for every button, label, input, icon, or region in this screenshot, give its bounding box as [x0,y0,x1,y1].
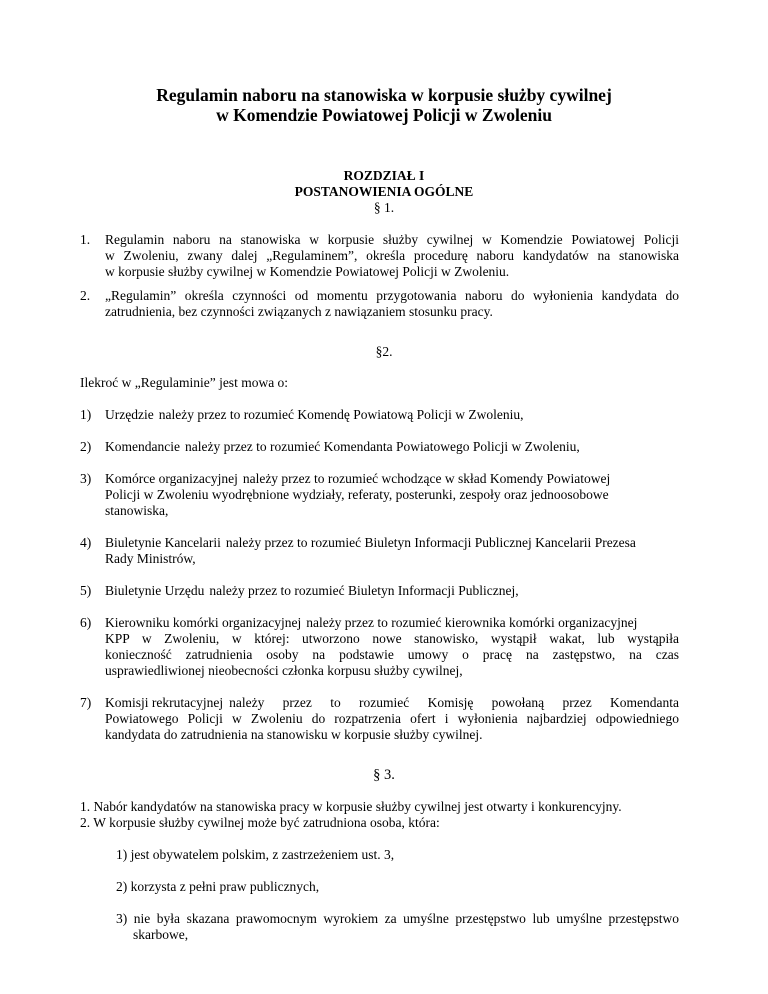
s2-def-1-line-1 [105,407,523,423]
s2-def-4-line-1 [105,535,636,551]
s2-def-4-term: Biuletynie Kancelarii [105,535,221,550]
s2-def-3-line-1 [105,471,610,487]
s2-def-5-number: 5) [80,583,92,598]
s3-condition-1: 1) jest obywatelem polskim, z zastrzeżeniem ust. 3, [116,847,395,862]
s2-def-5-line-1 [105,583,519,599]
s3-paragraph-2: 2. W korpusie służby cywilnej może być zatrudniona osoba, która: [80,815,440,830]
s2-def-7-line-1 [105,695,679,711]
s2-def-6-line-1 [105,615,637,631]
s2-def-2-number: 2) [80,439,92,454]
s2-def-4-text: należy przez to rozumieć Biuletyn Informacji Publicznej Kancelarii Prezesa [225,535,636,550]
s2-def-3-text: należy przez to rozumieć wchodzące w skład Komendy Powiatowej [242,471,611,486]
s2-def-3-line-2: Policji w Zwoleniu wyodrębnione wydziały, referaty, posterunki, zespoły oraz jednoosobowe [105,487,609,502]
s1-item-2-line-1: „Regulamin” określa czynności od momentu przygotowania naboru do wyłonienia kandydata do [105,288,679,303]
s2-def-4-line-2: Rady Ministrów, [105,551,196,566]
s2-def-6-term: Kierowniku komórki organizacyjnej [105,615,302,630]
s2-def-6-line-4: usprawiedliwionej nieobecności członka korpusu służby cywilnej, [105,663,463,678]
s1-item-2-line-2: zatrudnienia, bez czynności związanych z nawiązaniem stosunku pracy. [105,304,493,319]
s3-condition-3-line-2: skarbowe, [133,927,189,942]
s2-def-6-number: 6) [80,615,92,630]
s2-def-6-text: należy przez to rozumieć kierownika komórki organizacyjnej [306,615,638,630]
s2-def-7-term: Komisji rekrutacyjnej [105,695,224,710]
s2-def-3-number: 3) [80,471,92,486]
s2-def-5-text: należy przez to rozumieć Biuletyn Informacji Publicznej, [209,583,519,598]
s2-def-1-text: należy przez to rozumieć Komendę Powiatową Policji w Zwoleniu, [158,407,524,422]
chapter-label: ROZDZIAŁ I [343,168,425,183]
chapter-name: POSTANOWIENIA OGÓLNE [294,184,474,199]
s1-item-2-number: 2. [80,288,91,303]
document-title-line-2: w Komendzie Powiatowej Policji w Zwoleniu [216,105,552,125]
s1-item-1-line-1: Regulamin naboru na stanowiska w korpusie służby cywilnej w Komendzie Powiatowej Policji [105,232,679,247]
section-2-heading: §2. [375,344,393,359]
s2-def-3-line-3: stanowiska, [105,503,169,518]
s2-def-6-line-3: konieczność zatrudnienia osoby na podstawie umowy o pracę na zastępstwo, na czas [105,647,679,662]
s1-item-1-number: 1. [80,232,91,247]
section-3-heading: § 3. [373,767,395,783]
s3-paragraph-1: 1. Nabór kandydatów na stanowiska pracy w korpusie służby cywilnej jest otwarty i konkurencyjny. [80,799,622,814]
s2-def-7-line-3: kandydata do zatrudnienia na stanowisku w korpusie służby cywilnej. [105,727,483,742]
s2-def-1-number: 1) [80,407,92,422]
s2-def-2-term: Komendancie [105,439,180,454]
s1-item-1-line-3: w korpusie służby cywilnej w Komendzie Powiatowej Policji w Zwoleniu. [105,264,510,279]
s3-condition-2: 2) korzysta z pełni praw publicznych, [116,879,320,894]
s3-condition-3-line-1: 3) nie była skazana prawomocnym wyrokiem za umyślne przestępstwo lub umyślne przestępstwo [116,911,679,926]
s1-item-1-line-2: w Zwoleniu, zwany dalej „Regulaminem”, określa procedurę naboru kandydatów na stanowiska [105,248,679,263]
s2-def-6-line-2: KPP w Zwoleniu, w której: utworzono nowe stanowisko, wystąpił wakat, lub wystąpiła [105,631,679,646]
s2-def-2-line-1 [105,439,580,455]
section-1-heading: § 1. [373,200,395,215]
document-title-line-1: Regulamin naboru na stanowiska w korpusie służby cywilnej [156,85,612,105]
s2-def-7-line-2: Powiatowego Policji w Zwoleniu do rozpatrzenia ofert i wyłonienia najbardziej odpowiedniego [105,711,679,726]
s2-def-7-text: należy przez to rozumieć Komisję powołaną przez Komendanta [229,695,679,710]
s2-def-5-term: Biuletynie Urzędu [105,583,205,598]
s2-def-2-text: należy przez to rozumieć Komendanta Powiatowego Policji w Zwoleniu, [184,439,580,454]
s2-def-4-number: 4) [80,535,92,550]
s2-intro: Ilekroć w „Regulaminie” jest mowa o: [80,375,289,390]
s2-def-7-number: 7) [80,695,92,710]
s2-def-3-term: Komórce organizacyjnej [105,471,238,486]
s2-def-1-term: Urzędzie [105,407,154,422]
